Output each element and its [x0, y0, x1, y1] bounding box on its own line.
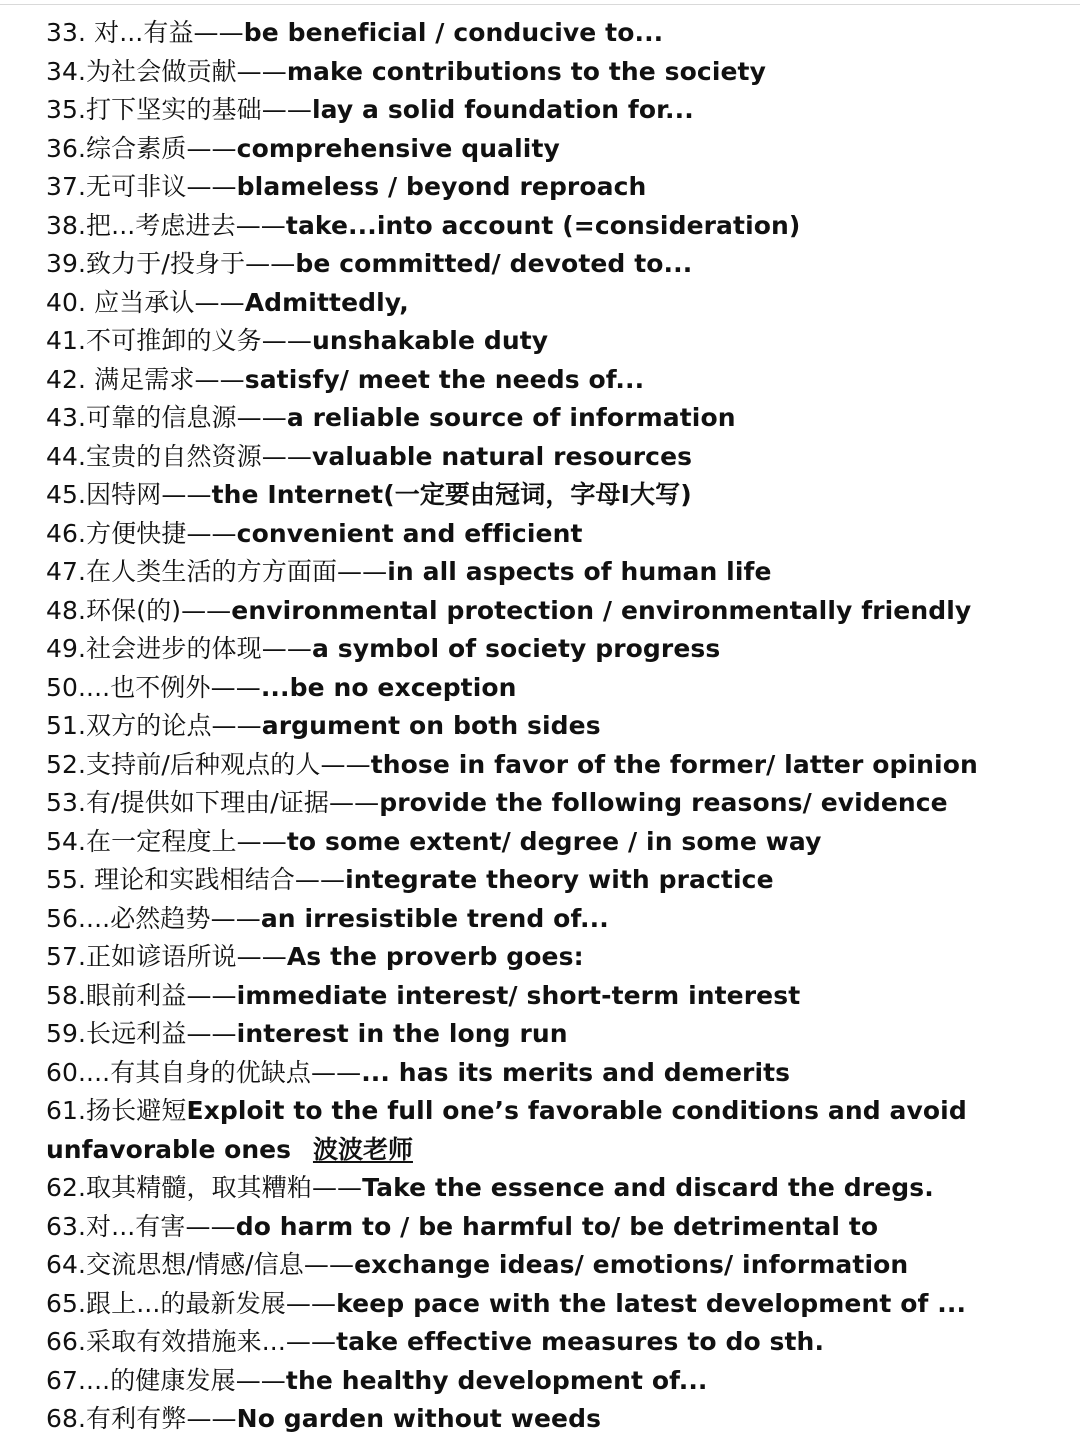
phrase-line-41 [46, 322, 1046, 361]
phrase-chinese: 63.对...有害—— [46, 1211, 236, 1241]
phrase-line-44 [46, 438, 1046, 477]
phrase-english: a symbol of society progress [311, 634, 721, 663]
phrase-english: valuable natural resources [311, 441, 693, 471]
phrase-line-39 [46, 245, 1046, 284]
phrase-line-66 [46, 1323, 1046, 1362]
phrase-chinese: 33. 对...有益—— [46, 18, 244, 47]
phrase-english: convenient and efficient [236, 518, 583, 548]
phrase-english: make contributions to the society [286, 56, 766, 86]
phrase-line-60 [46, 1054, 1046, 1093]
phrase-line-57 [46, 938, 1046, 977]
phrase-line-68 [46, 1400, 1046, 1439]
phrase-english: Take the essence and discard the dregs. [362, 1173, 934, 1202]
phrase-chinese: 45.因特网—— [46, 480, 212, 509]
phrase-chinese: 44.宝贵的自然资源—— [46, 441, 312, 471]
phrase-chinese: 34.为社会做贡献—— [46, 56, 287, 86]
phrase-chinese: 51.双方的论点—— [46, 711, 262, 740]
phrase-line-63 [46, 1208, 1046, 1247]
phrase-line-61 [46, 1092, 1046, 1131]
phrase-english: satisfy/ meet the needs of... [244, 364, 645, 394]
phrase-english: comprehensive quality [236, 133, 560, 163]
phrase-chinese: 40. 应当承认—— [46, 287, 245, 317]
phrase-chinese: 36.综合素质—— [46, 133, 237, 163]
phrase-chinese: 38.把...考虑进去—— [46, 210, 286, 240]
phrase-line-50 [46, 669, 1046, 708]
phrase-english: take...into account (=consideration) [285, 210, 801, 240]
phrase-chinese: 64.交流思想/情感/信息—— [46, 1250, 355, 1279]
phrase-chinese: 60....有其自身的优缺点—— [46, 1057, 362, 1087]
phrase-chinese: 59.长远利益—— [46, 1019, 237, 1048]
phrase-line-52 [46, 746, 1046, 785]
phrase-english: interest in the long run [236, 1019, 568, 1048]
phrase-english: be committed/ devoted to... [295, 249, 693, 278]
phrase-chinese: 46.方便快捷—— [46, 518, 237, 548]
phrase-english: those in favor of the former/ latter opinion [370, 749, 978, 779]
phrase-english: lay a solid foundation for... [311, 95, 694, 124]
phrase-line-65 [46, 1285, 1046, 1324]
phrase-line-59 [46, 1015, 1046, 1054]
phrase-chinese: 47.在人类生活的方方面面—— [46, 557, 388, 586]
phrase-line-53 [46, 784, 1046, 823]
phrase-english: Exploit to the full one’s favorable conditions and avoid [186, 1096, 967, 1125]
phrase-english: in all aspects of human life [387, 557, 772, 586]
phrase-chinese: 41.不可推卸的义务—— [46, 326, 312, 355]
phrase-line-64 [46, 1246, 1046, 1285]
phrase-line-54 [46, 823, 1046, 862]
phrase-chinese: 49.社会进步的体现—— [46, 634, 312, 663]
phrase-english: unfavorable ones [46, 1134, 291, 1164]
phrase-english: a reliable source of information [286, 403, 736, 432]
author-signature: 波波老师 [312, 1134, 413, 1164]
phrase-chinese: 52.支持前/后种观点的人—— [46, 749, 371, 779]
phrase-line-43 [46, 399, 1046, 438]
phrase-english: No garden without weeds [236, 1404, 602, 1433]
phrase-english: environmental protection / environmentally friendly [231, 595, 972, 625]
phrase-line-33 [46, 14, 1046, 53]
phrase-line-49 [46, 630, 1046, 669]
phrase-chinese: 39.致力于/投身于—— [46, 249, 296, 278]
phrase-line-61-continuation [46, 1131, 1046, 1170]
phrase-line-46 [46, 515, 1046, 554]
phrase-line-67 [46, 1362, 1046, 1401]
phrase-english: blameless / beyond reproach [236, 172, 647, 201]
phrase-english: to some extent/ degree / in some way [286, 826, 822, 856]
phrase-english: Admittedly, [244, 287, 409, 317]
phrase-line-51 [46, 707, 1046, 746]
phrase-english: the healthy development of... [285, 1365, 708, 1395]
phrase-chinese: 50....也不例外—— [46, 672, 261, 702]
phrase-line-35 [46, 91, 1046, 130]
phrase-english: argument on both sides [261, 711, 601, 740]
phrase-english: As the proverb goes: [286, 942, 584, 971]
phrase-line-42 [46, 361, 1046, 400]
phrase-english: take effective measures to do sth. [336, 1327, 825, 1356]
phrase-line-48 [46, 592, 1046, 631]
phrase-english: be beneficial / conducive to... [243, 18, 664, 47]
phrase-english: exchange ideas/ emotions/ information [354, 1250, 909, 1279]
phrase-line-45 [46, 476, 1046, 515]
phrase-chinese: 66.采取有效措施来...—— [46, 1327, 337, 1356]
phrase-line-55 [46, 861, 1046, 900]
phrase-chinese: 68.有利有弊—— [46, 1404, 237, 1433]
phrase-chinese: 67....的健康发展—— [46, 1365, 286, 1395]
phrase-line-37 [46, 168, 1046, 207]
phrase-english: do harm to / be harmful to/ be detrimental to [235, 1211, 879, 1241]
phrase-line-58 [46, 977, 1046, 1016]
phrase-line-47 [46, 553, 1046, 592]
phrase-chinese: 62.取其精髓，取其糟粕—— [46, 1173, 363, 1202]
phrase-line-56 [46, 900, 1046, 939]
phrase-english: an irresistible trend of... [260, 903, 609, 933]
phrase-line-40 [46, 284, 1046, 323]
phrase-english: ...be no exception [260, 672, 517, 702]
phrase-chinese: 42. 满足需求—— [46, 364, 245, 394]
phrase-chinese: 55. 理论和实践相结合—— [46, 865, 346, 894]
phrase-english: integrate theory with practice [345, 865, 774, 894]
phrase-chinese: 48.环保(的)—— [46, 595, 232, 625]
phrase-english: immediate interest/ short-term interest [236, 980, 801, 1010]
phrase-chinese: 37.无可非议—— [46, 172, 237, 201]
phrase-chinese: 65.跟上...的最新发展—— [46, 1288, 337, 1318]
phrase-chinese: 57.正如谚语所说—— [46, 942, 287, 971]
phrase-english: provide the following reasons/ evidence [379, 788, 948, 817]
phrase-line-62 [46, 1169, 1046, 1208]
phrase-chinese: 53.有/提供如下理由/证据—— [46, 788, 380, 817]
phrase-line-36 [46, 130, 1046, 169]
phrase-english: unshakable duty [311, 326, 549, 355]
top-divider [0, 4, 1080, 5]
phrase-chinese: 54.在一定程度上—— [46, 826, 287, 856]
phrase-line-34 [46, 53, 1046, 92]
phrase-english: the Internet(一定要由冠词，字母I大写) [211, 480, 692, 509]
phrase-chinese: 56....必然趋势—— [46, 903, 261, 933]
phrase-chinese: 61.扬长避短 [46, 1096, 187, 1125]
phrase-chinese: 35.打下坚实的基础—— [46, 95, 312, 124]
phrase-english: keep pace with the latest development of ... [336, 1288, 967, 1318]
phrase-english: ... has its merits and demerits [361, 1057, 791, 1087]
phrase-chinese: 58.眼前利益—— [46, 980, 237, 1010]
phrase-list [46, 14, 1046, 1439]
phrase-chinese: 43.可靠的信息源—— [46, 403, 287, 432]
phrase-line-38 [46, 207, 1046, 246]
